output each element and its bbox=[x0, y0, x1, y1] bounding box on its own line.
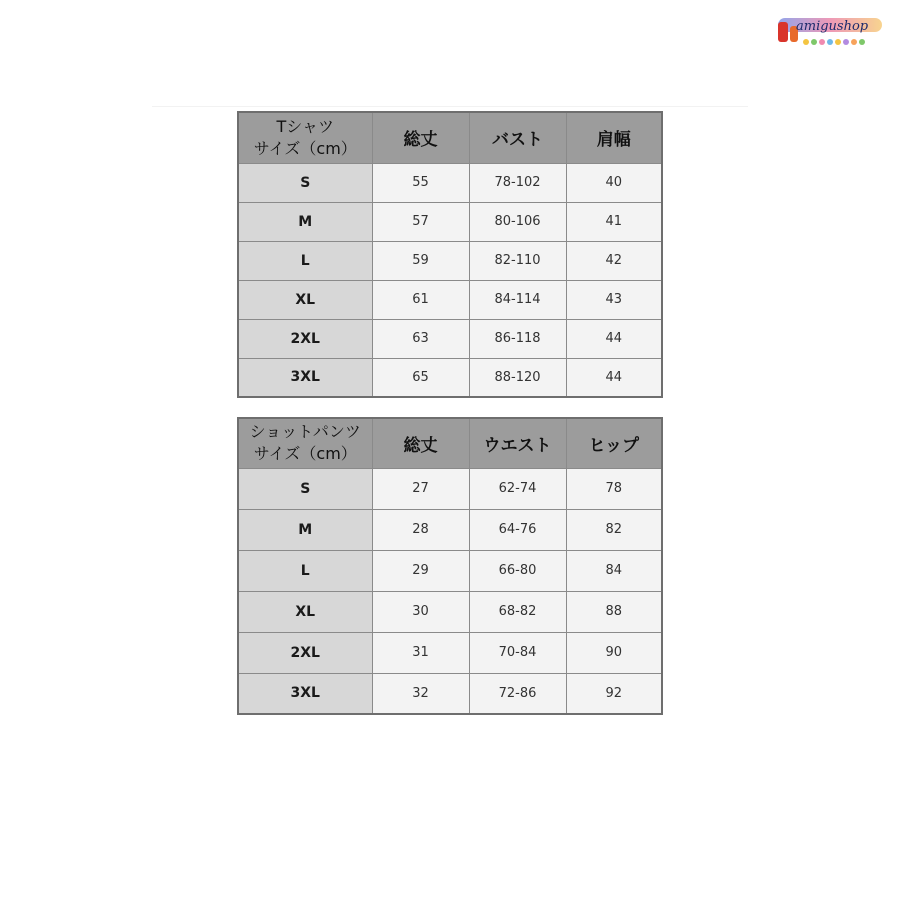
tshirt-size-table bbox=[237, 111, 663, 398]
table-cell: 43 bbox=[566, 280, 662, 319]
table-cell: 92 bbox=[566, 673, 662, 714]
table-header-row bbox=[238, 112, 662, 163]
table-cell: 31 bbox=[372, 632, 469, 673]
table-cell: 63 bbox=[372, 319, 469, 358]
column-header: 総丈 bbox=[372, 112, 469, 163]
table-cell: 30 bbox=[372, 591, 469, 632]
table-cell: 86-118 bbox=[469, 319, 566, 358]
size-label: 3XL bbox=[238, 673, 372, 714]
table-row bbox=[238, 241, 662, 280]
table-cell: 88 bbox=[566, 591, 662, 632]
table-row bbox=[238, 550, 662, 591]
size-label: S bbox=[238, 468, 372, 509]
table-header-row bbox=[238, 418, 662, 468]
size-label: 2XL bbox=[238, 632, 372, 673]
table-cell: 88-120 bbox=[469, 358, 566, 397]
table-row bbox=[238, 319, 662, 358]
table-cell: 59 bbox=[372, 241, 469, 280]
table-cell: 27 bbox=[372, 468, 469, 509]
table-row bbox=[238, 358, 662, 397]
table-cell: 72-86 bbox=[469, 673, 566, 714]
size-label: 2XL bbox=[238, 319, 372, 358]
table-corner-label bbox=[238, 418, 372, 468]
table-cell: 55 bbox=[372, 163, 469, 202]
size-label: XL bbox=[238, 280, 372, 319]
table-cell: 70-84 bbox=[469, 632, 566, 673]
corner-line-1: Tシャツ bbox=[276, 116, 334, 136]
table-corner-label bbox=[238, 112, 372, 163]
divider-line bbox=[152, 106, 748, 107]
table-cell: 65 bbox=[372, 358, 469, 397]
column-header: 肩幅 bbox=[566, 112, 662, 163]
table-row bbox=[238, 591, 662, 632]
column-header: ヒップ bbox=[566, 418, 662, 468]
logo-graphic bbox=[776, 12, 888, 50]
table-cell: 28 bbox=[372, 509, 469, 550]
corner-line-2: サイズ（cm） bbox=[253, 138, 357, 158]
table-row bbox=[238, 280, 662, 319]
column-header: ウエスト bbox=[469, 418, 566, 468]
size-label: L bbox=[238, 241, 372, 280]
table-row bbox=[238, 632, 662, 673]
cup-icon bbox=[778, 22, 788, 42]
table-row bbox=[238, 163, 662, 202]
table-cell: 42 bbox=[566, 241, 662, 280]
logo-text: amigushop bbox=[796, 19, 869, 34]
table-cell: 84 bbox=[566, 550, 662, 591]
table-row bbox=[238, 673, 662, 714]
table-cell: 61 bbox=[372, 280, 469, 319]
table-cell: 40 bbox=[566, 163, 662, 202]
table-cell: 78-102 bbox=[469, 163, 566, 202]
corner-line-2: サイズ（cm） bbox=[253, 444, 357, 464]
corner-line-1: ショットパンツ bbox=[249, 422, 361, 442]
shorts-size-table bbox=[237, 417, 663, 715]
size-label: XL bbox=[238, 591, 372, 632]
table-cell: 90 bbox=[566, 632, 662, 673]
table-cell: 64-76 bbox=[469, 509, 566, 550]
table-cell: 84-114 bbox=[469, 280, 566, 319]
table-cell: 44 bbox=[566, 319, 662, 358]
shop-logo bbox=[776, 12, 888, 50]
table-cell: 41 bbox=[566, 202, 662, 241]
table-cell: 78 bbox=[566, 468, 662, 509]
table-cell: 82-110 bbox=[469, 241, 566, 280]
table-cell: 62-74 bbox=[469, 468, 566, 509]
table-cell: 66-80 bbox=[469, 550, 566, 591]
table-cell: 57 bbox=[372, 202, 469, 241]
size-label: S bbox=[238, 163, 372, 202]
size-label: 3XL bbox=[238, 358, 372, 397]
table-row bbox=[238, 468, 662, 509]
table-row bbox=[238, 509, 662, 550]
table-cell: 29 bbox=[372, 550, 469, 591]
table-cell: 44 bbox=[566, 358, 662, 397]
size-label: M bbox=[238, 509, 372, 550]
size-label: M bbox=[238, 202, 372, 241]
table-cell: 82 bbox=[566, 509, 662, 550]
column-header: バスト bbox=[469, 112, 566, 163]
table-cell: 80-106 bbox=[469, 202, 566, 241]
table-row bbox=[238, 202, 662, 241]
table-cell: 68-82 bbox=[469, 591, 566, 632]
size-label: L bbox=[238, 550, 372, 591]
column-header: 総丈 bbox=[372, 418, 469, 468]
table-cell: 32 bbox=[372, 673, 469, 714]
